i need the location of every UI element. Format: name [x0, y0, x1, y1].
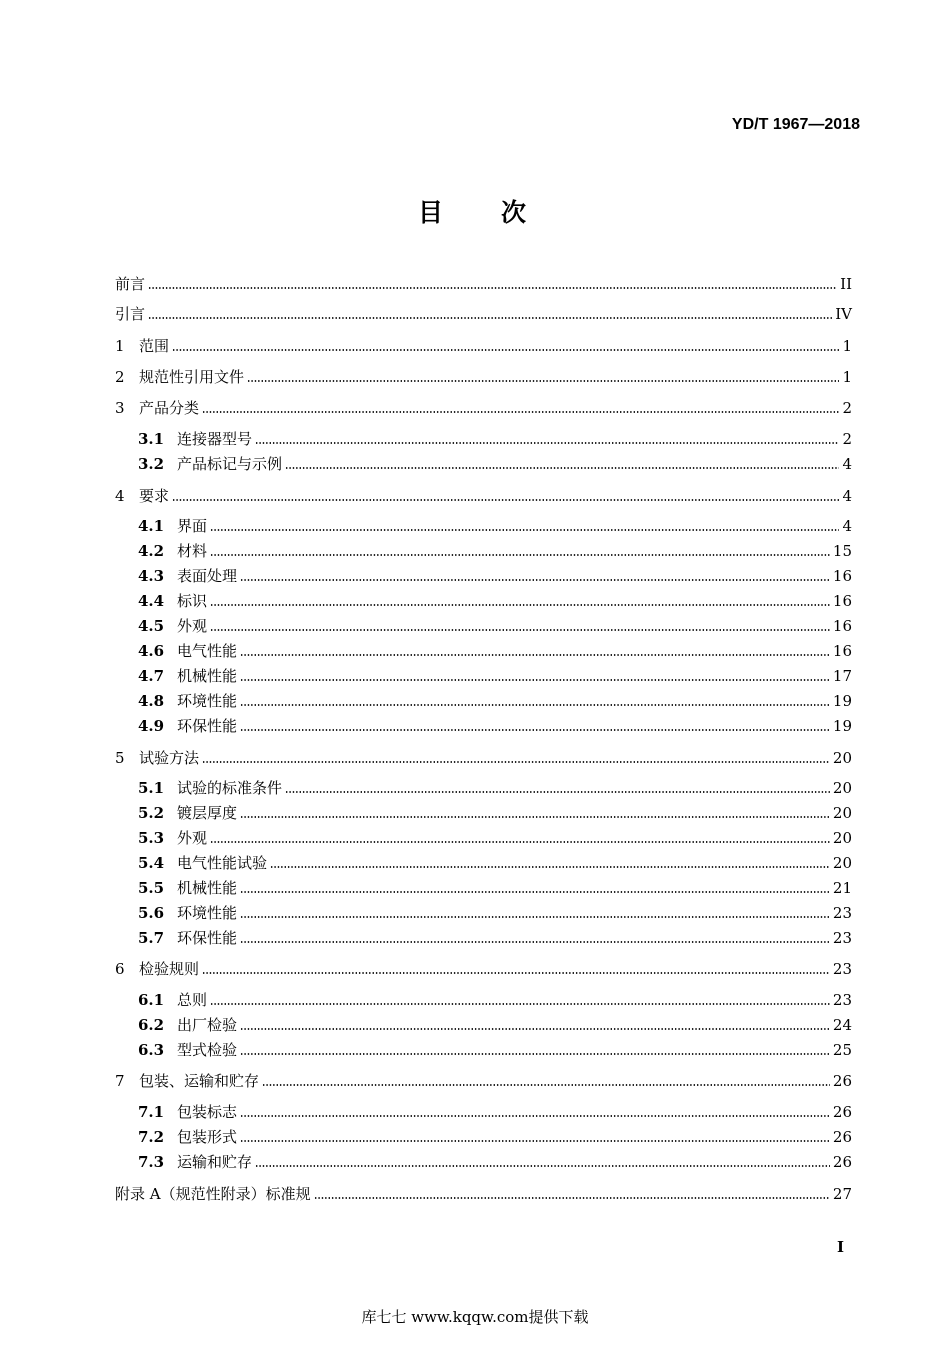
toc-entry[interactable]	[115, 336, 852, 356]
toc-entry[interactable]	[138, 716, 852, 736]
dot-leader	[210, 628, 830, 632]
toc-entry-number: 5.5	[138, 879, 165, 897]
dot-leader	[240, 915, 830, 919]
toc-entry[interactable]	[115, 398, 852, 418]
toc-entry-page: 20	[832, 749, 852, 767]
toc-entry[interactable]	[115, 274, 852, 294]
toc-entry-label: 引言	[115, 305, 146, 323]
toc-entry-page: 19	[832, 717, 852, 735]
standard-code: YD/T 1967—2018	[731, 116, 860, 133]
dot-leader	[240, 1027, 830, 1031]
toc-entry[interactable]	[138, 566, 852, 586]
toc-entry-label: 包装、运输和贮存	[139, 1072, 260, 1090]
toc-entry-page: 26	[832, 1153, 852, 1171]
toc-entry-page: IV	[835, 305, 852, 323]
toc-entry[interactable]	[115, 1071, 852, 1091]
toc-entry-label: 外观	[177, 829, 208, 847]
dot-leader	[202, 760, 830, 764]
toc-entry-number: 4.2	[138, 542, 165, 560]
toc-entry-number: 4.7	[138, 667, 165, 685]
toc-entry-label: 镀层厚度	[177, 804, 238, 822]
toc-entry-number: 2	[115, 368, 125, 386]
toc-entry-page: 4	[842, 487, 852, 505]
toc-entry-page: 16	[832, 592, 852, 610]
toc-entry-label: 电气性能	[177, 642, 238, 660]
toc-entry-label: 外观	[177, 617, 208, 635]
toc-entry-number: 5.4	[138, 854, 165, 872]
toc-entry-label: 产品分类	[139, 399, 200, 417]
toc-entry-page: 19	[832, 692, 852, 710]
toc-entry[interactable]	[138, 828, 852, 848]
dot-leader	[240, 703, 830, 707]
download-footer: 库七七 www.kqqw.com提供下载	[361, 1308, 589, 1326]
dot-leader	[255, 441, 839, 445]
toc-entry-page: 15	[832, 542, 852, 560]
toc-entry[interactable]	[138, 853, 852, 873]
toc-entry-page: 20	[832, 779, 852, 797]
toc-entry-page: 2	[842, 399, 852, 417]
toc-entry-label: 型式检验	[177, 1041, 238, 1059]
dot-leader	[202, 410, 839, 414]
toc-entry-page: 23	[832, 904, 852, 922]
toc-title: 目次	[417, 198, 584, 227]
toc-entry-number: 1	[115, 337, 125, 355]
dot-leader	[314, 1196, 830, 1200]
toc-entry-page: II	[840, 275, 852, 293]
toc-entry-label: 连接器型号	[177, 430, 253, 448]
toc-entry[interactable]	[138, 1015, 852, 1035]
toc-entry-label: 机械性能	[177, 667, 238, 685]
dot-leader	[247, 379, 839, 383]
page-number: I	[836, 1238, 844, 1256]
dot-leader	[240, 1139, 830, 1143]
toc-entry-number: 5	[115, 749, 125, 767]
toc-entry[interactable]	[138, 903, 852, 923]
dot-leader	[285, 790, 830, 794]
toc-entry-number: 4.3	[138, 567, 165, 585]
toc-entry-label: 标识	[177, 592, 208, 610]
toc-entry-page: 21	[832, 879, 852, 897]
toc-entry-label: 出厂检验	[177, 1016, 238, 1034]
toc-entry-page: 20	[832, 854, 852, 872]
toc-entry-number: 5.1	[138, 779, 165, 797]
toc-entry-page: 25	[832, 1041, 852, 1059]
dot-leader	[210, 603, 830, 607]
toc-entry-number: 7.2	[138, 1128, 165, 1146]
dot-leader	[210, 553, 830, 557]
toc-entry[interactable]	[115, 748, 852, 768]
toc-entry-number: 5.3	[138, 829, 165, 847]
toc-entry[interactable]	[115, 486, 852, 506]
toc-entry[interactable]	[138, 641, 852, 661]
dot-leader	[240, 653, 830, 657]
dot-leader	[240, 728, 830, 732]
dot-leader	[210, 528, 839, 532]
dot-leader	[148, 286, 837, 290]
dot-leader	[240, 940, 830, 944]
toc-entry-page: 20	[832, 804, 852, 822]
toc-entry-number: 4.4	[138, 592, 165, 610]
toc-entry-number: 6.2	[138, 1016, 165, 1034]
toc-entry[interactable]	[138, 1040, 852, 1060]
dot-leader	[240, 678, 830, 682]
dot-leader	[240, 1114, 830, 1118]
toc-entry[interactable]	[115, 1184, 852, 1204]
toc-entry[interactable]	[138, 990, 852, 1010]
toc-entry-label: 环境性能	[177, 904, 238, 922]
toc-entry-number: 4.8	[138, 692, 165, 710]
toc-entry[interactable]	[138, 591, 852, 611]
toc-entry-number: 4.1	[138, 517, 165, 535]
toc-entry[interactable]	[138, 778, 852, 798]
toc-entry-page: 1	[842, 337, 852, 355]
toc-entry-label: 要求	[139, 487, 170, 505]
toc-entry-number: 6	[115, 960, 125, 978]
toc-entry-label: 运输和贮存	[177, 1153, 253, 1171]
toc-entry-number: 5.7	[138, 929, 165, 947]
toc-entry-label: 电气性能试验	[177, 854, 268, 872]
toc-entry-label: 附录 A（规范性附录）标准规	[115, 1185, 311, 1203]
toc-entry-number: 7.1	[138, 1103, 165, 1121]
toc-entry-page: 17	[832, 667, 852, 685]
toc-entry-label: 总则	[177, 991, 208, 1009]
toc-entry[interactable]	[138, 691, 852, 711]
toc-entry[interactable]	[138, 878, 852, 898]
toc-entry[interactable]	[138, 541, 852, 561]
toc-entry-number: 7	[115, 1072, 125, 1090]
toc-entry-page: 26	[832, 1103, 852, 1121]
toc-entry-page: 2	[842, 430, 852, 448]
toc-entry-label: 产品标记与示例	[177, 455, 283, 473]
toc-entry[interactable]	[115, 304, 852, 324]
toc-entry[interactable]	[138, 1127, 852, 1147]
toc-entry-label: 试验的标准条件	[177, 779, 283, 797]
toc-entry[interactable]	[138, 666, 852, 686]
toc-entry-label: 材料	[177, 542, 208, 560]
toc-entry-label: 环保性能	[177, 929, 238, 947]
toc-entry[interactable]	[115, 367, 852, 387]
toc-entry-label: 检验规则	[139, 960, 200, 978]
toc-entry-number: 7.3	[138, 1153, 165, 1171]
dot-leader	[240, 890, 830, 894]
toc-entry-label: 前言	[115, 275, 146, 293]
toc-entry[interactable]	[138, 803, 852, 823]
toc-entry-label: 界面	[177, 517, 208, 535]
toc-entry-number: 4.5	[138, 617, 165, 635]
toc-entry[interactable]	[138, 516, 852, 536]
toc-entry-number: 3	[115, 399, 125, 417]
dot-leader	[270, 865, 830, 869]
toc-entry-number: 3.1	[138, 430, 165, 448]
toc-entry-page: 4	[842, 455, 852, 473]
toc-entry-label: 包装标志	[177, 1103, 238, 1121]
toc-entry-number: 4	[115, 487, 125, 505]
toc-entry-page: 27	[832, 1185, 852, 1203]
toc-entry-page: 23	[832, 929, 852, 947]
dot-leader	[285, 466, 839, 470]
toc-entry-number: 5.2	[138, 804, 165, 822]
toc-entry-label: 包装形式	[177, 1128, 238, 1146]
toc-entry-page: 23	[832, 991, 852, 1009]
dot-leader	[240, 578, 830, 582]
toc-entry-number: 6.1	[138, 991, 165, 1009]
dot-leader	[240, 815, 830, 819]
toc-entry-page: 20	[832, 829, 852, 847]
toc-entry-page: 24	[832, 1016, 852, 1034]
dot-leader	[202, 971, 830, 975]
toc-entry[interactable]	[138, 429, 852, 449]
toc-entry-label: 范围	[139, 337, 170, 355]
dot-leader	[262, 1083, 830, 1087]
dot-leader	[255, 1164, 830, 1168]
toc-entry-page: 16	[832, 642, 852, 660]
toc-entry-page: 23	[832, 960, 852, 978]
toc-entry[interactable]	[138, 1102, 852, 1122]
toc-entry-label: 环境性能	[177, 692, 238, 710]
toc-entry-page: 26	[832, 1128, 852, 1146]
toc-entry-number: 3.2	[138, 455, 165, 473]
toc-entry-page: 26	[832, 1072, 852, 1090]
dot-leader	[210, 1002, 830, 1006]
dot-leader	[240, 1052, 830, 1056]
toc-entry[interactable]	[138, 928, 852, 948]
toc-entry[interactable]	[138, 1152, 852, 1172]
toc-entry-page: 4	[842, 517, 852, 535]
toc-entry[interactable]	[115, 959, 852, 979]
toc-entry-page: 16	[832, 567, 852, 585]
toc-entry-label: 试验方法	[139, 749, 200, 767]
dot-leader	[172, 348, 839, 352]
toc-entry-label: 环保性能	[177, 717, 238, 735]
toc-entry-number: 6.3	[138, 1041, 165, 1059]
toc-entry-page: 1	[842, 368, 852, 386]
toc-entry-label: 规范性引用文件	[139, 368, 245, 386]
toc-entry-label: 机械性能	[177, 879, 238, 897]
toc-entry-page: 16	[832, 617, 852, 635]
dot-leader	[148, 316, 832, 320]
toc-entry-label: 表面处理	[177, 567, 238, 585]
dot-leader	[210, 840, 830, 844]
toc-entry-number: 4.9	[138, 717, 165, 735]
dot-leader	[172, 498, 839, 502]
toc-entry[interactable]	[138, 616, 852, 636]
toc-entry-number: 5.6	[138, 904, 165, 922]
toc-entry-number: 4.6	[138, 642, 165, 660]
toc-entry[interactable]	[138, 454, 852, 474]
